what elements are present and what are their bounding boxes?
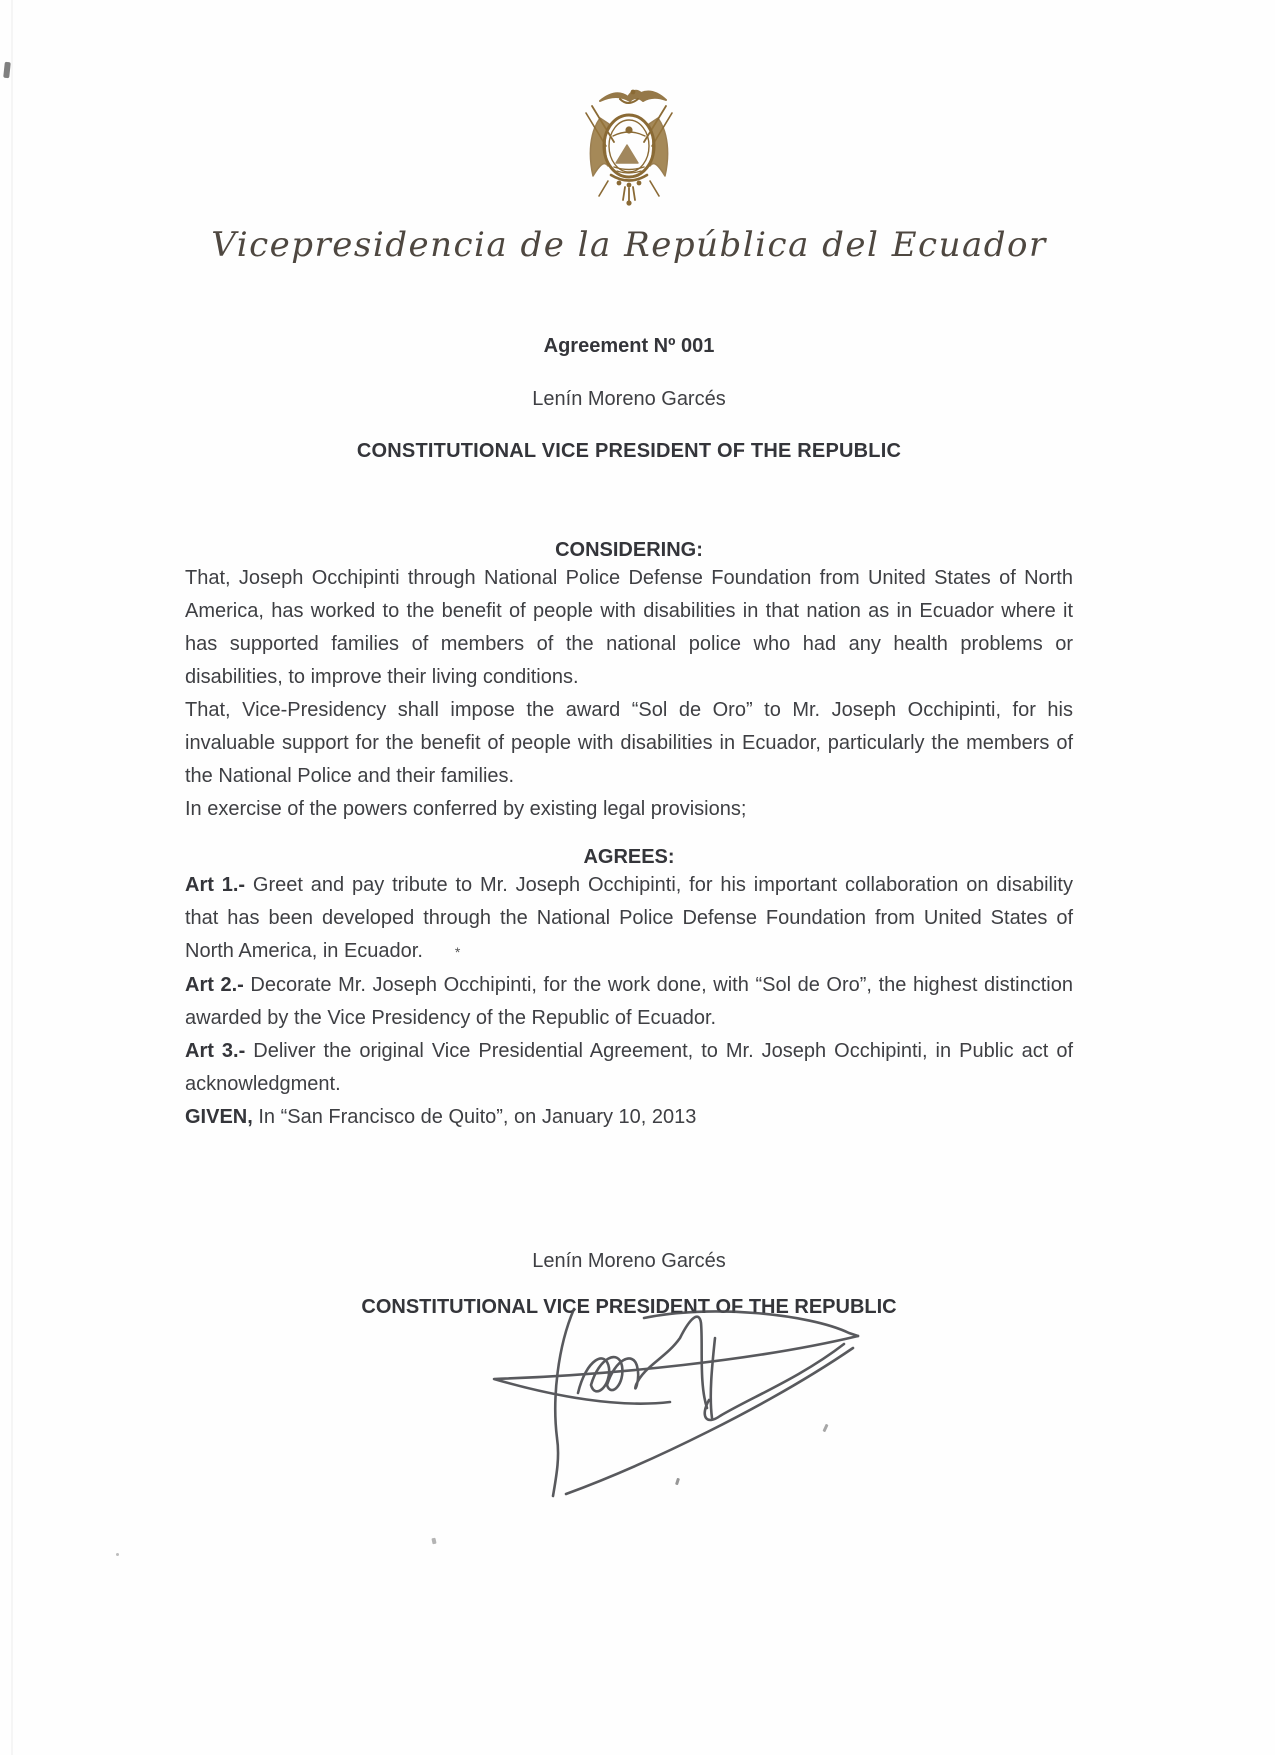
- article-2-text: Decorate Mr. Joseph Occhipinti, for the work done, with “Sol de Oro”, the highest distinction awarded by the Vice Presidency of the Republic of Ecuador.: [185, 974, 1073, 1029]
- scanner-line-artifact: [11, 0, 13, 1755]
- article-2: [185, 969, 1073, 1035]
- given-label: GIVEN,: [185, 1106, 253, 1128]
- article-1: [185, 869, 1073, 969]
- considering-paragraph-2: That, Vice-Presidency shall impose the award “Sol de Oro” to Mr. Joseph Occhipinti, for his invaluable support for the benefit of people with disabilities in Ecuador, particularly the members of the National Police and their families.: [185, 699, 1073, 787]
- letterhead-script-title: Vicepresidencia de la República del Ecuador: [211, 225, 1047, 265]
- signature-title: CONSTITUTIONAL VICE PRESIDENT OF THE REPUBLIC: [361, 1296, 897, 1318]
- handwritten-signature-icon: [428, 1296, 898, 1511]
- author-title: CONSTITUTIONAL VICE PRESIDENT OF THE REPUBLIC: [356, 440, 902, 462]
- scan-artifact: [822, 1424, 828, 1433]
- article-1-label: Art 1.-: [185, 874, 246, 896]
- powers-paragraph: In exercise of the powers conferred by existing legal provisions;: [185, 798, 747, 820]
- emblem-container: [185, 0, 1073, 211]
- scan-asterisk-mark: *: [454, 944, 461, 960]
- signature-name: Lenín Moreno Garcés: [532, 1250, 726, 1272]
- ecuador-coat-of-arms-icon: [564, 84, 694, 206]
- agreement-number: Agreement Nº 001: [543, 335, 715, 357]
- article-3-label: Art 3.-: [185, 1040, 246, 1062]
- scan-artifact: [675, 1478, 680, 1486]
- given-line: [185, 1101, 1073, 1134]
- article-3: [185, 1035, 1073, 1101]
- scan-artifact: [431, 1538, 436, 1545]
- author-name: Lenín Moreno Garcés: [532, 388, 726, 410]
- article-1-text: Greet and pay tribute to Mr. Joseph Occhipinti, for his important collaboration on disability that has been developed through the National Police Defense Foundation from United States of North America, in Ecuador.: [185, 874, 1073, 962]
- scan-artifact: [116, 1553, 119, 1556]
- article-3-text: Deliver the original Vice Presidential Agreement, to Mr. Joseph Occhipinti, in Public act of acknowledgment.: [185, 1040, 1073, 1095]
- agrees-heading: AGREES:: [583, 846, 675, 868]
- considering-heading: CONSIDERING:: [555, 539, 703, 561]
- considering-paragraph-1: That, Joseph Occhipinti through National Police Defense Foundation from United States of North America, has worked to the benefit of people with disabilities in that nation as in Ecuador where it has supported families of members of the national police who had any health problems or disabilities, to improve their living conditions.: [185, 567, 1073, 688]
- given-text: In “San Francisco de Quito”, on January 10, 2013: [252, 1106, 697, 1128]
- article-2-label: Art 2.-: [185, 974, 244, 996]
